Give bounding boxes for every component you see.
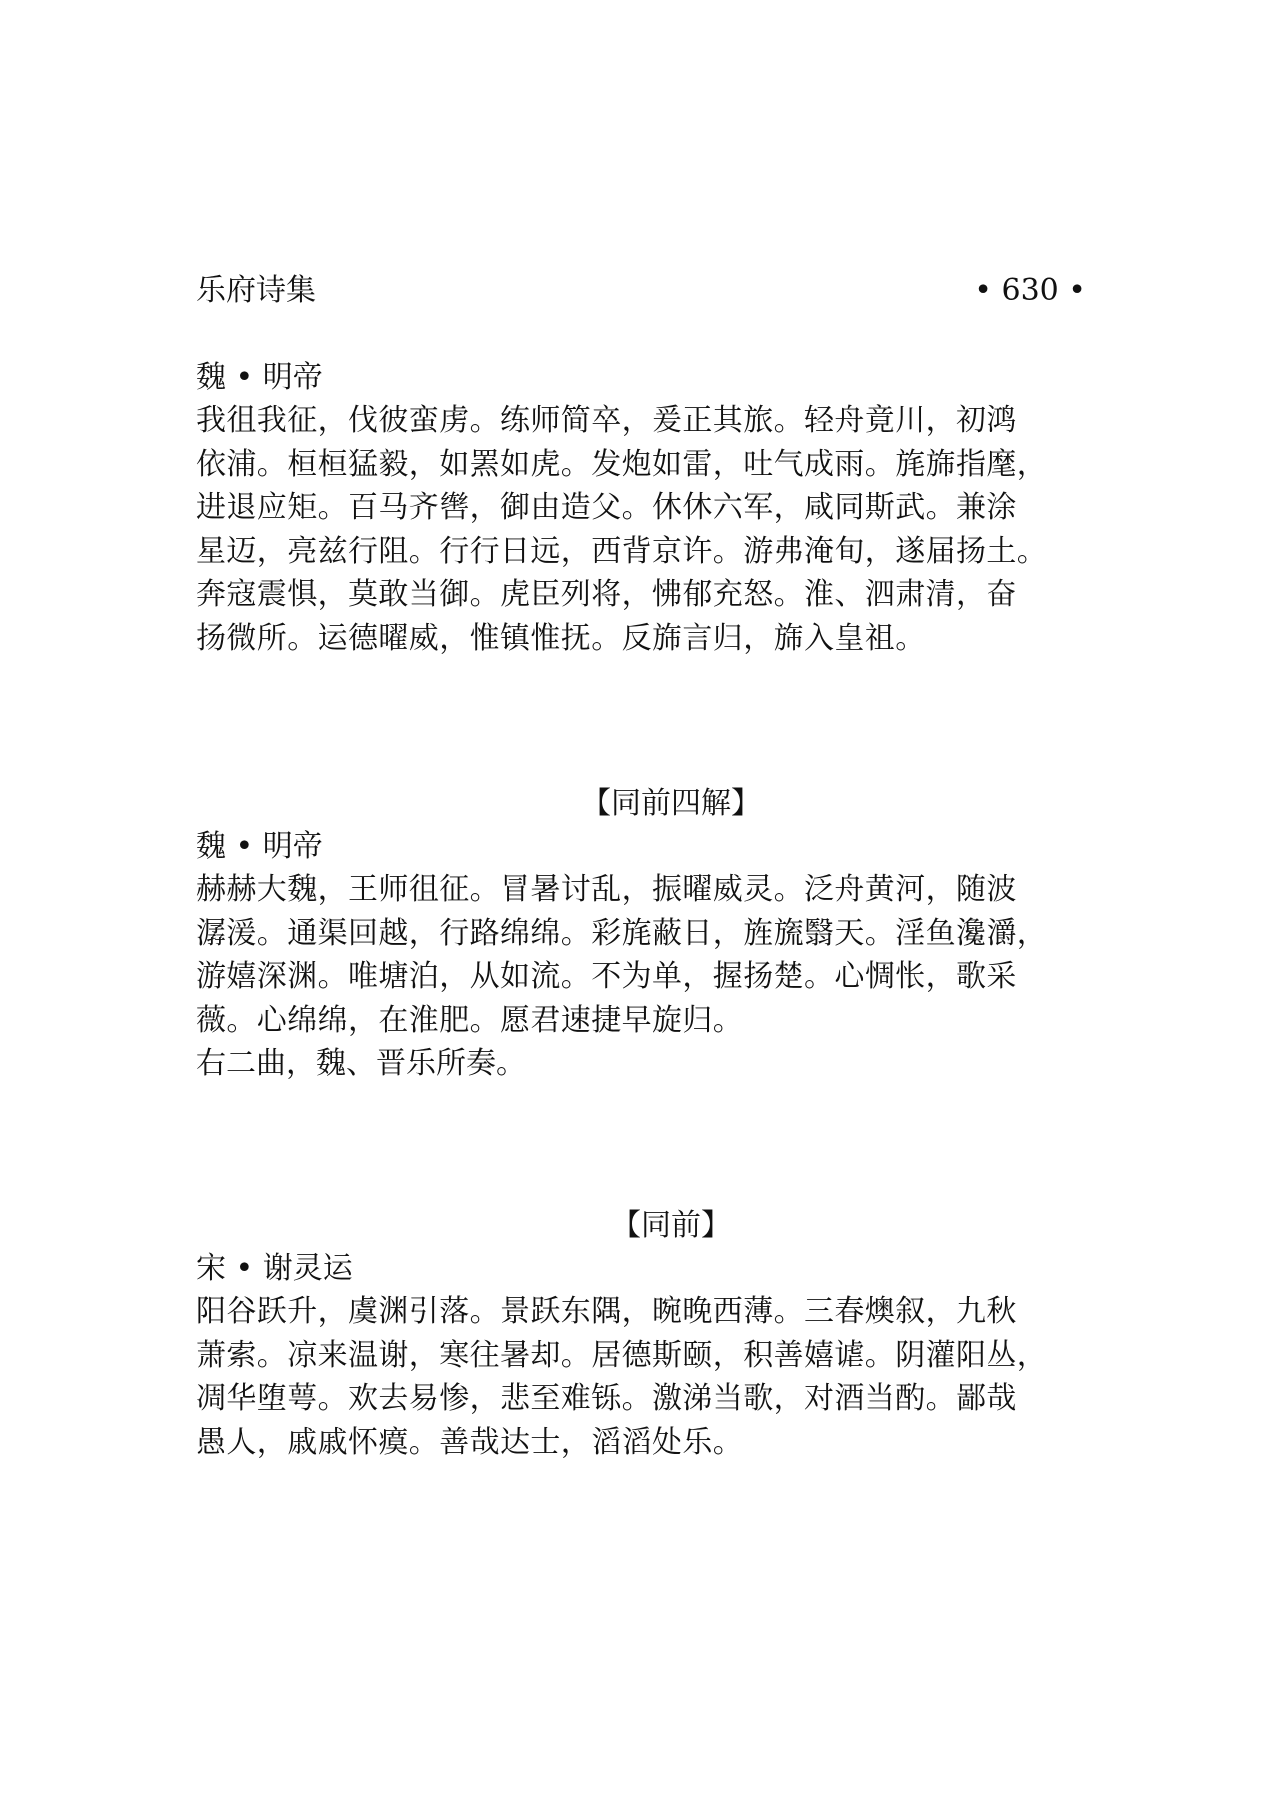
poem-note: 右二曲，魏、晋乐所奏。 [196,1046,526,1081]
section-heading: 【同前四解】 [581,786,761,821]
poem-line: 萧索。凉来温谢，寒往暑却。居德斯颐，积善嬉谑。阴灌阳丛， [196,1337,1048,1373]
poem-section-3 [196,1204,1096,1464]
poem-line: 依浦。桓桓猛毅，如罴如虎。发炮如雷，吐气成雨。旄旆指麾， [196,446,1048,482]
poem-body [196,399,1096,660]
poem-line: 阳谷跃升，虞渊引落。景跃东隅，晼晚西薄。三春燠叙，九秋 [196,1294,1017,1329]
poem-line: 奔寇震惧，莫敢当御。虎臣列将，怫郁充怒。淮、泗肃清，奋 [196,577,1017,612]
poem-body [196,1290,1096,1464]
poem-line: 进退应矩。百马齐辔，御由造父。休休六军，咸同斯武。兼涂 [196,490,1017,525]
poem-section-1 [196,356,1096,660]
poem-line: 愚人，戚戚怀瘼。善哉达士，滔滔处乐。 [196,1424,744,1460]
poem-body [196,868,1096,1042]
page-number: • 630 • [974,273,1086,308]
page-header [196,270,1086,312]
document-page [196,0,1096,1795]
poem-line: 游嬉深渊。唯塘泊，从如流。不为单，握扬楚。心惆怅，歌采 [196,959,1017,994]
book-title: 乐府诗集 [196,273,316,308]
poem-section-2 [196,782,1096,1086]
poem-line: 我徂我征，伐彼蛮虏。练师简卒，爰正其旅。轻舟竟川，初鸿 [196,403,1017,438]
poem-author: 魏 • 明帝 [196,829,323,864]
section-heading: 【同前】 [611,1208,731,1243]
poem-line: 凋华堕萼。欢去易惨，悲至难铄。激涕当歌，对酒当酌。鄙哉 [196,1381,1017,1416]
poem-line: 扬微所。运德曜威，惟镇惟抚。反旆言归，旆入皇祖。 [196,620,926,656]
poem-author: 宋 • 谢灵运 [196,1251,353,1286]
poem-line: 赫赫大魏，王师徂征。冒暑讨乱，振曜威灵。泛舟黄河，随波 [196,872,1017,907]
poem-line: 薇。心绵绵，在淮肥。愿君速捷早旋归。 [196,1002,744,1038]
poem-author: 魏 • 明帝 [196,360,323,395]
poem-line: 潺湲。通渠回越，行路绵绵。彩旄蔽日，旌旒翳天。淫鱼瀺灂， [196,915,1048,951]
poem-line: 星迈，亮兹行阻。行行日远，西背京许。游弗淹旬，遂届扬土。 [196,533,1048,569]
